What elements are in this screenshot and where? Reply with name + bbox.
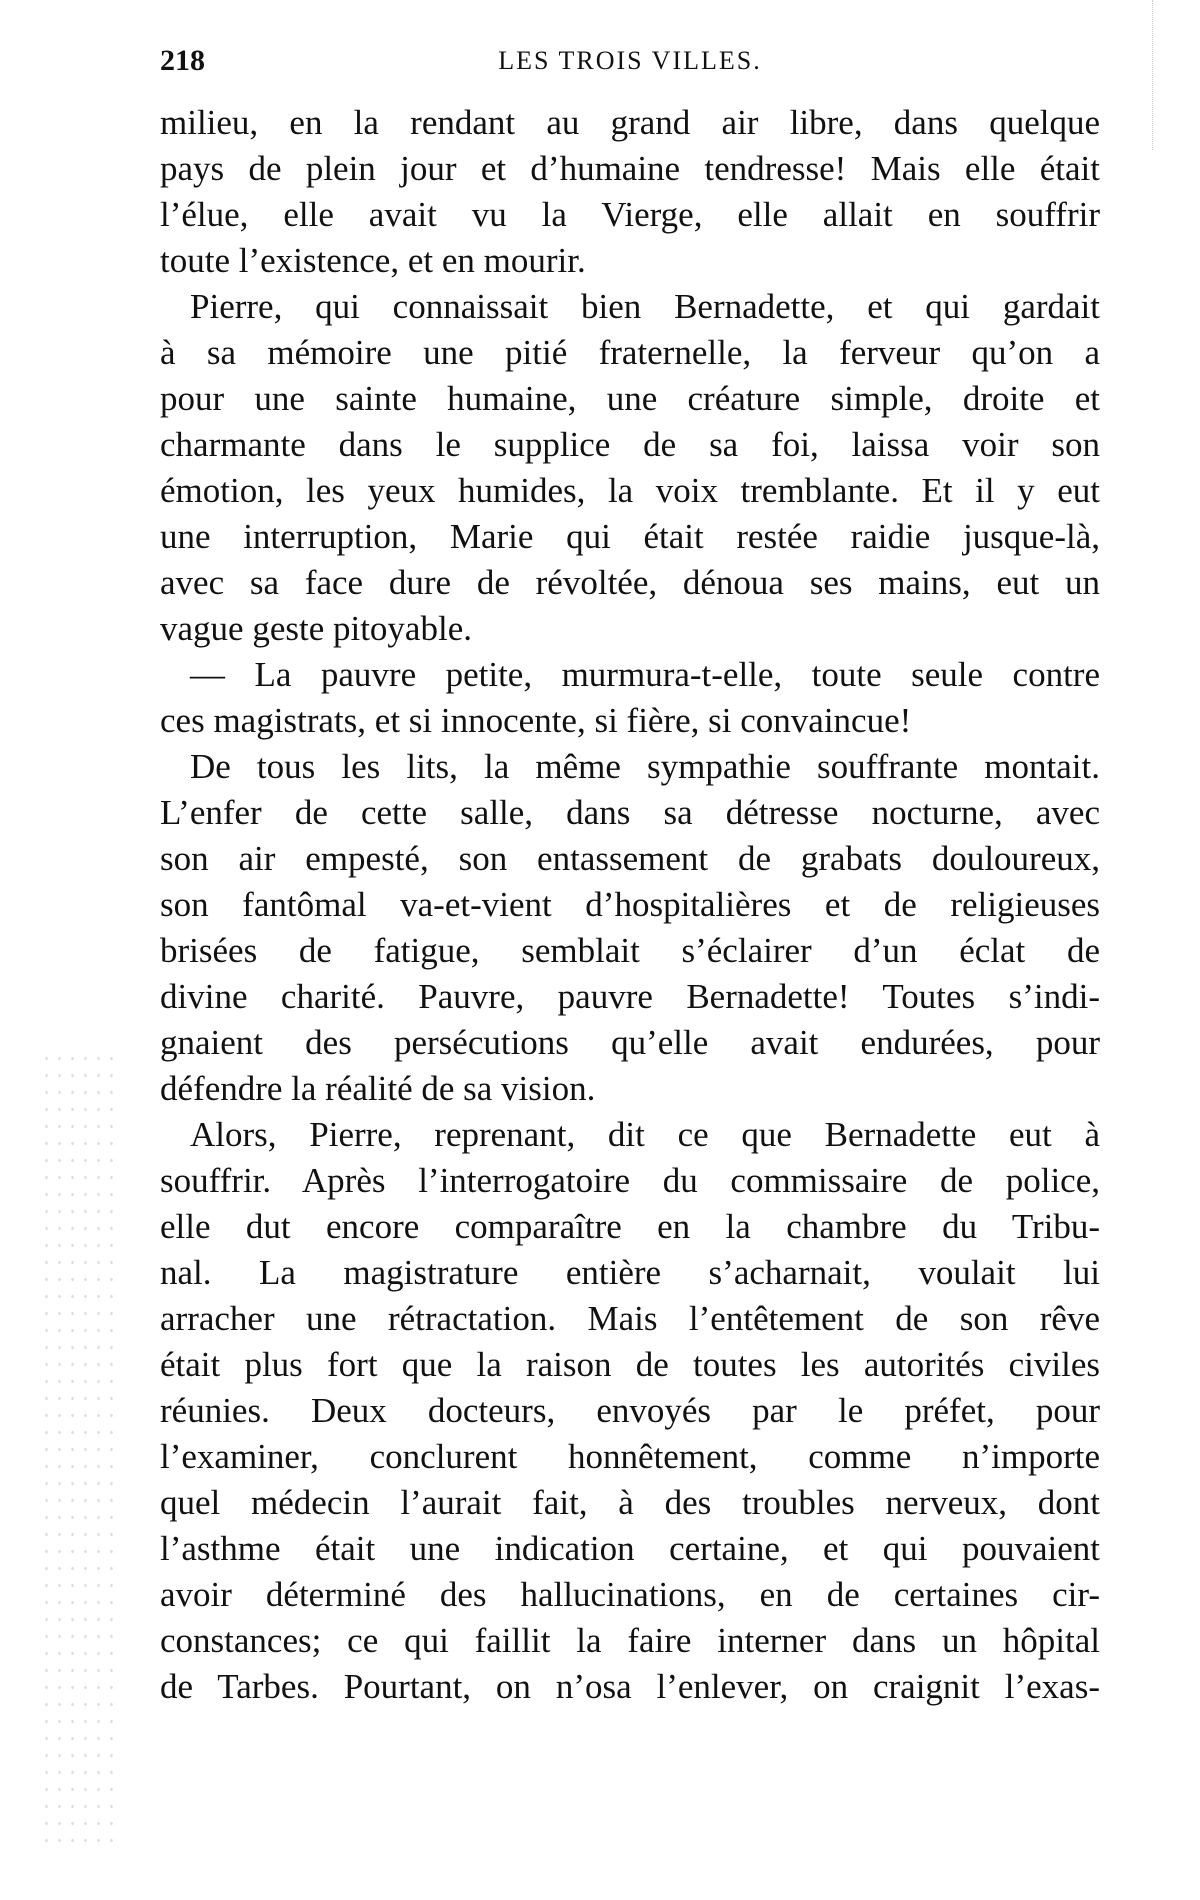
text-line: [160, 284, 1100, 330]
text-line-content: elle dut encore comparaître en la chambre du Tribu-: [160, 1207, 1100, 1246]
text-line-content: gnaient des persécutions qu’elle avait endurées, pour: [160, 1023, 1100, 1062]
text-line-content: pays de plein jour et d’humaine tendresse! Mais elle était: [160, 149, 1100, 188]
paragraph: [160, 284, 1100, 652]
scan-margin-noise: [40, 1050, 120, 1850]
text-line: [160, 790, 1100, 836]
text-line-content: charmante dans le supplice de sa foi, laissa voir son: [160, 425, 1100, 464]
text-line-content: réunies. Deux docteurs, envoyés par le préfet, pour: [160, 1391, 1100, 1430]
text-line: [160, 1572, 1100, 1618]
page-header: [160, 44, 1100, 84]
text-line: [160, 192, 1100, 238]
text-line-content: son fantômal va-et-vient d’hospitalières et de religieuses: [160, 885, 1100, 924]
text-line: [160, 376, 1100, 422]
text-line: [160, 974, 1100, 1020]
text-line: [160, 1020, 1100, 1066]
text-line-content: Alors, Pierre, reprenant, dit ce que Bernadette eut à: [190, 1115, 1100, 1154]
text-line-content: avec sa face dure de révoltée, dénoua ses mains, eut un: [160, 563, 1100, 602]
text-line-content: émotion, les yeux humides, la voix tremblante. Et il y eut: [160, 471, 1100, 510]
text-line: [160, 928, 1100, 974]
text-line: [160, 1158, 1100, 1204]
text-line-content: à sa mémoire une pitié fraternelle, la ferveur qu’on a: [160, 333, 1100, 372]
text-line: [160, 514, 1100, 560]
text-line: [160, 238, 1100, 284]
text-line: [160, 560, 1100, 606]
text-line-content: — La pauvre petite, murmura-t-elle, toute seule contre: [190, 655, 1100, 694]
text-line: [160, 146, 1100, 192]
scan-edge-mark: [1152, 0, 1155, 150]
text-line: [160, 100, 1100, 146]
text-line-content: son air empesté, son entassement de grabats douloureux,: [160, 839, 1100, 878]
text-line-content: ces magistrats, et si innocente, si fière, si convaincue!: [160, 701, 912, 740]
text-line: [160, 882, 1100, 928]
text-line-content: arracher une rétractation. Mais l’entêtement de son rêve: [160, 1299, 1100, 1338]
text-line: [160, 1342, 1100, 1388]
text-line: [160, 1526, 1100, 1572]
text-line-content: de Tarbes. Pourtant, on n’osa l’enlever, on craignit l’exas-: [160, 1667, 1100, 1706]
text-line-content: avoir déterminé des hallucinations, en de certaines cir-: [160, 1575, 1100, 1614]
text-line: [160, 1618, 1100, 1664]
text-line: [160, 330, 1100, 376]
text-line-content: vague geste pitoyable.: [160, 609, 472, 648]
text-line-content: souffrir. Après l’interrogatoire du commissaire de police,: [160, 1161, 1100, 1200]
text-line-content: l’asthme était une indication certaine, et qui pouvaient: [160, 1529, 1100, 1568]
text-line: [160, 652, 1100, 698]
text-line-content: De tous les lits, la même sympathie souffrante montait.: [190, 747, 1100, 786]
text-line-content: quel médecin l’aurait fait, à des troubles nerveux, dont: [160, 1483, 1100, 1522]
text-line: [160, 1434, 1100, 1480]
text-line: [160, 422, 1100, 468]
text-line-content: nal. La magistrature entière s’acharnait, voulait lui: [160, 1253, 1100, 1292]
text-line: [160, 698, 1100, 744]
text-line-content: l’examiner, conclurent honnêtement, comme n’importe: [160, 1437, 1100, 1476]
text-line: [160, 606, 1100, 652]
text-line-content: milieu, en la rendant au grand air libre, dans quelque: [160, 103, 1100, 142]
text-line: [160, 1296, 1100, 1342]
text-line-content: Pierre, qui connaissait bien Bernadette, et qui gardait: [190, 287, 1100, 326]
text-line: [160, 836, 1100, 882]
text-line-content: constances; ce qui faillit la faire interner dans un hôpital: [160, 1621, 1100, 1660]
text-line-content: pour une sainte humaine, une créature simple, droite et: [160, 379, 1100, 418]
text-line-content: brisées de fatigue, semblait s’éclairer d’un éclat de: [160, 931, 1100, 970]
text-line-content: L’enfer de cette salle, dans sa détresse nocturne, avec: [160, 793, 1100, 832]
text-line: [160, 1112, 1100, 1158]
text-line: [160, 744, 1100, 790]
text-line-content: toute l’existence, et en mourir.: [160, 241, 586, 280]
text-line-content: divine charité. Pauvre, pauvre Bernadette! Toutes s’indi-: [160, 977, 1100, 1016]
paragraph: [160, 744, 1100, 1112]
text-line: [160, 1664, 1100, 1710]
text-line: [160, 1480, 1100, 1526]
body-text: [160, 100, 1100, 1710]
text-line: [160, 1066, 1100, 1112]
text-line: [160, 468, 1100, 514]
page-number: 218: [160, 44, 205, 77]
running-title: LES TROIS VILLES.: [498, 46, 762, 75]
text-line: [160, 1250, 1100, 1296]
text-line-content: était plus fort que la raison de toutes les autorités civiles: [160, 1345, 1100, 1384]
paragraph: [160, 652, 1100, 744]
text-line-content: une interruption, Marie qui était restée raidie jusque-là,: [160, 517, 1100, 556]
text-line-content: défendre la réalité de sa vision.: [160, 1069, 596, 1108]
text-line: [160, 1204, 1100, 1250]
text-line-content: l’élue, elle avait vu la Vierge, elle allait en souffrir: [160, 195, 1100, 234]
paragraph: [160, 100, 1100, 284]
paragraph: [160, 1112, 1100, 1710]
text-line: [160, 1388, 1100, 1434]
